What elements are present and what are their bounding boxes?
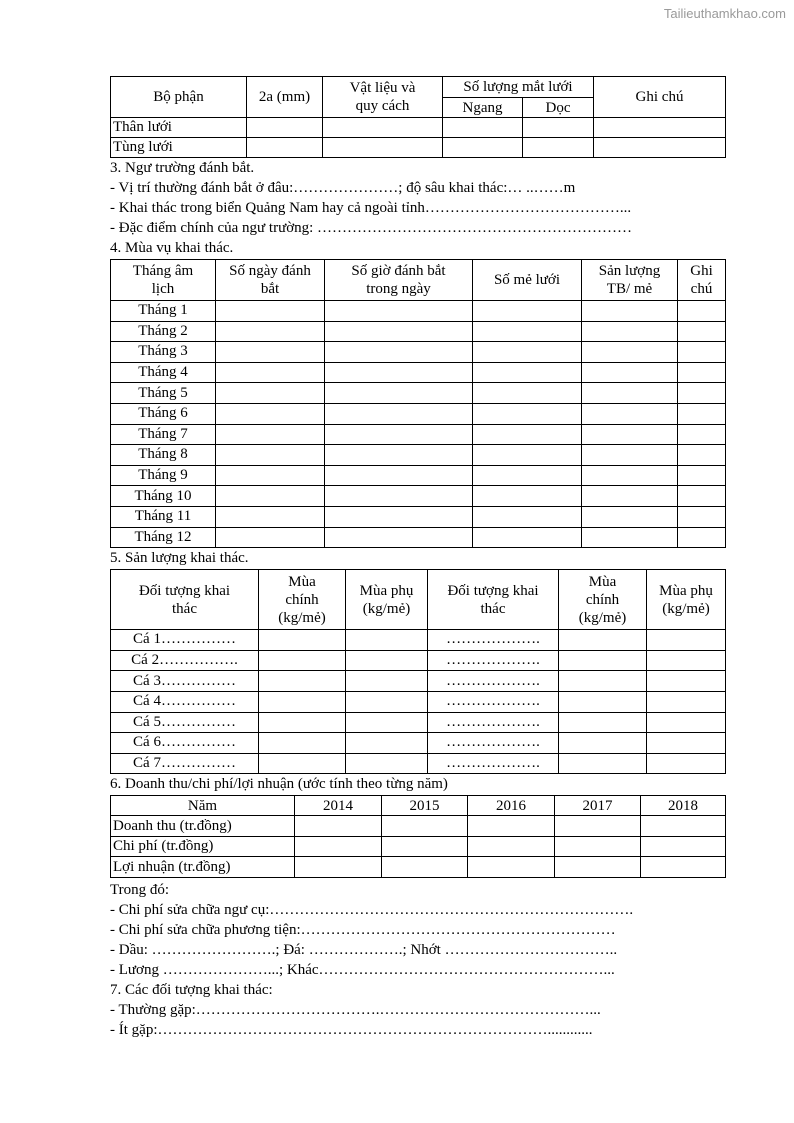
table-row [111,691,726,712]
table-row [111,445,726,466]
header-lunar-month-line2: lịch [151,281,175,297]
month-label: Tháng 12 [111,527,216,548]
input-cell[interactable] [647,733,726,754]
finance-table-body [111,816,726,878]
input-cell[interactable] [582,403,678,424]
details-title: Trong đó: [110,882,170,899]
input-cell[interactable] [323,138,443,158]
input-cell[interactable] [473,486,582,507]
input-cell[interactable] [555,816,641,837]
input-cell[interactable] [216,465,325,486]
input-cell[interactable] [259,691,346,712]
input-cell[interactable] [641,857,726,878]
input-cell[interactable] [325,301,473,322]
month-label: Tháng 9 [111,465,216,486]
input-cell[interactable] [647,753,726,774]
input-cell[interactable] [247,118,323,138]
input-cell[interactable] [468,857,555,878]
table-row [111,138,726,158]
finance-row-label: Doanh thu (tr.đồng) [111,816,295,837]
season-table [110,259,726,548]
header-sub-season-left-line2: (kg/mẻ) [362,600,411,617]
input-cell[interactable] [325,527,473,548]
table-row [111,816,726,837]
input-cell[interactable] [216,301,325,322]
input-cell[interactable] [678,465,726,486]
header-sub-season-right-line2: (kg/mẻ) [662,600,710,617]
input-cell[interactable] [443,138,523,158]
header-target-right [428,570,559,630]
header-main-season-right-line2: chính [585,591,620,608]
input-cell[interactable] [325,321,473,342]
section3-line-province: - Khai thác trong biển Quảng Nam hay cả ngoài tỉnh…………………………………... [110,200,632,216]
net-parts-table [110,76,726,158]
input-cell[interactable] [473,383,582,404]
header-lunar-month [111,260,216,301]
header-main-season-left-line1: Mùa [288,573,316,590]
month-label: Tháng 3 [111,342,216,363]
input-cell[interactable] [582,362,678,383]
input-cell[interactable] [382,857,468,878]
input-cell[interactable] [473,506,582,527]
input-cell[interactable] [216,362,325,383]
input-cell[interactable] [295,816,382,837]
input-cell[interactable] [346,733,428,754]
header-hauls: Số mẻ lưới [473,260,582,301]
input-cell[interactable] [216,527,325,548]
input-cell[interactable] [323,118,443,138]
input-cell[interactable] [582,342,678,363]
input-cell[interactable] [678,527,726,548]
input-cell[interactable] [325,506,473,527]
header-fishing-days-line2: bắt [260,281,280,297]
input-cell[interactable] [678,403,726,424]
input-cell[interactable] [641,836,726,857]
table-row [111,403,726,424]
input-cell[interactable] [259,712,346,733]
header-fishing-hours-line1: Số giờ đánh bắt [351,263,446,279]
table-row [111,486,726,507]
section3-title: 3. Ngư trường đánh bắt. [110,160,255,176]
input-cell[interactable] [647,691,726,712]
header-main-season-right-line1: Mùa [588,573,617,590]
input-cell[interactable] [216,506,325,527]
input-cell[interactable] [325,362,473,383]
table-row [111,857,726,878]
header-year-2018: 2018 [641,796,726,816]
header-fishing-days-line1: Số ngày đánh [229,263,311,279]
header-lunar-month-line1: Tháng âm [132,263,194,279]
input-cell[interactable] [559,691,647,712]
header-main-season-left [259,570,346,630]
input-cell[interactable] [559,630,647,651]
input-cell[interactable] [346,671,428,692]
input-cell[interactable] [346,630,428,651]
table-row [111,465,726,486]
input-cell[interactable] [594,118,726,138]
input-cell[interactable] [473,362,582,383]
input-cell[interactable] [678,424,726,445]
table-row [111,321,726,342]
fish-species-right[interactable]: ………………. [428,650,559,671]
input-cell[interactable] [473,445,582,466]
fish-species-right[interactable]: ………………. [428,753,559,774]
input-cell[interactable] [678,383,726,404]
fish-species-left[interactable]: Cá 4…………… [111,691,259,712]
header-avg-yield-line2: TB/ mẻ [606,281,653,297]
header-target-left [111,570,259,630]
input-cell[interactable] [259,733,346,754]
fish-species-right[interactable]: ………………. [428,630,559,651]
catch-table [110,569,726,774]
catch-table-body [111,630,726,774]
header-fishing-hours [325,260,473,301]
input-cell[interactable] [582,321,678,342]
header-material [323,77,443,118]
input-cell[interactable] [216,424,325,445]
input-cell[interactable] [325,403,473,424]
input-cell[interactable] [555,836,641,857]
input-cell[interactable] [678,486,726,507]
details-fuel-ice-oil: - Dầu: …………………….; Đá: ……………….; Nhớt …………………………….. [110,942,618,959]
input-cell[interactable] [473,527,582,548]
header-note [678,260,726,301]
section3-line-features: - Đặc điểm chính của ngư trường: ……………………………………………………… [110,220,633,236]
header-target-right-line1: Đối tượng khai [447,582,539,599]
input-cell[interactable] [473,424,582,445]
input-cell[interactable] [641,816,726,837]
header-note-line1: Ghi [690,263,713,279]
section3-line-location: - Vị trí thường đánh bắt ở đâu:…………………; độ sâu khai thác:… ..……m [110,180,576,196]
input-cell[interactable] [468,816,555,837]
table-row [111,301,726,322]
input-cell[interactable] [216,445,325,466]
header-target-left-line2: thác [172,600,197,617]
input-cell[interactable] [473,403,582,424]
input-cell[interactable] [325,424,473,445]
header-main-season-left-line2: chính [285,591,319,608]
input-cell[interactable] [582,486,678,507]
header-note: Ghi chú [594,77,726,118]
input-cell[interactable] [295,857,382,878]
input-cell[interactable] [582,465,678,486]
input-cell[interactable] [559,753,647,774]
header-mesh-count: Số lượng mắt lưới [443,77,594,98]
month-label: Tháng 10 [111,486,216,507]
input-cell[interactable] [678,342,726,363]
input-cell[interactable] [216,486,325,507]
section5-title: 5. Sản lượng khai thác. [110,550,249,567]
input-cell[interactable] [678,301,726,322]
input-cell[interactable] [523,138,594,158]
input-cell[interactable] [559,733,647,754]
header-avg-yield-line1: Sản lượng [598,263,661,279]
input-cell[interactable] [473,342,582,363]
input-cell[interactable] [582,527,678,548]
input-cell[interactable] [247,138,323,158]
input-cell[interactable] [325,445,473,466]
section7-common: - Thường gặp:……………………………….……………………………………... [110,1002,601,1019]
header-avg-yield [582,260,678,301]
fish-species-right[interactable]: ………………. [428,691,559,712]
header-fishing-days [216,260,325,301]
header-sub-season-left-line1: Mùa phụ [359,582,414,599]
table-row [111,424,726,445]
input-cell[interactable] [259,650,346,671]
row-label: Tùng lưới [111,138,247,158]
table-row [111,342,726,363]
fish-species-right[interactable]: ………………. [428,712,559,733]
input-cell[interactable] [325,486,473,507]
input-cell[interactable] [559,671,647,692]
header-sub-season-left [346,570,428,630]
table-row [111,650,726,671]
input-cell[interactable] [382,836,468,857]
input-cell[interactable] [647,630,726,651]
input-cell[interactable] [216,342,325,363]
input-cell[interactable] [473,321,582,342]
month-label: Tháng 2 [111,321,216,342]
table-row [111,712,726,733]
month-label: Tháng 8 [111,445,216,466]
table-row [111,527,726,548]
table-row [111,118,726,138]
input-cell[interactable] [647,671,726,692]
finance-header-row [111,796,726,816]
table-row [111,383,726,404]
input-cell[interactable] [346,650,428,671]
table-row [111,671,726,692]
month-label: Tháng 1 [111,301,216,322]
fish-species-left[interactable]: Cá 5…………… [111,712,259,733]
header-target-right-line2: thác [480,600,506,617]
input-cell[interactable] [594,138,726,158]
input-cell[interactable] [216,383,325,404]
header-main-season-right [559,570,647,630]
fish-species-right[interactable]: ………………. [428,733,559,754]
input-cell[interactable] [325,342,473,363]
table-row [111,362,726,383]
header-horizontal: Ngang [443,98,523,118]
table-row [111,836,726,857]
month-label: Tháng 5 [111,383,216,404]
header-material-line1: Vật liệu và [349,80,416,96]
input-cell[interactable] [346,691,428,712]
details-wages-other: - Lương …………………...; Khác…………………………………………………... [110,962,615,979]
input-cell[interactable] [473,301,582,322]
header-vertical: Dọc [523,98,594,118]
input-cell[interactable] [295,836,382,857]
input-cell[interactable] [582,301,678,322]
header-main-season-right-line3: (kg/mẻ) [578,609,627,626]
input-cell[interactable] [259,753,346,774]
input-cell[interactable] [216,321,325,342]
header-fishing-hours-line2: trong ngày [366,281,431,297]
input-cell[interactable] [325,465,473,486]
input-cell[interactable] [346,712,428,733]
input-cell[interactable] [582,445,678,466]
table-row [111,753,726,774]
header-material-line2: quy cách [355,98,410,114]
form-content [110,76,726,1040]
input-cell[interactable] [382,816,468,837]
fish-species-left[interactable]: Cá 1…………… [111,630,259,651]
month-label: Tháng 7 [111,424,216,445]
header-sub-season-right [647,570,726,630]
finance-row-label: Lợi nhuận (tr.đồng) [111,857,295,878]
fish-species-left[interactable]: Cá 7…………… [111,753,259,774]
details-gear-repair: - Chi phí sửa chữa ngư cụ:………………………………………………………………. [110,902,634,919]
input-cell[interactable] [559,650,647,671]
header-year-2015: 2015 [382,796,468,816]
table-row [111,506,726,527]
input-cell[interactable] [473,465,582,486]
input-cell[interactable] [678,321,726,342]
fish-species-left[interactable]: Cá 3…………… [111,671,259,692]
header-year-2016: 2016 [468,796,555,816]
month-label: Tháng 4 [111,362,216,383]
input-cell[interactable] [468,836,555,857]
input-cell[interactable] [325,383,473,404]
finance-table [110,795,726,878]
header-year: Năm [111,796,295,816]
section7-title: 7. Các đối tượng khai thác: [110,982,273,999]
table-row [111,733,726,754]
input-cell[interactable] [259,630,346,651]
section4-title: 4. Mùa vụ khai thác. [110,240,234,256]
input-cell[interactable] [647,650,726,671]
month-label: Tháng 11 [111,506,216,527]
input-cell[interactable] [647,712,726,733]
header-sub-season-right-line1: Mùa phụ [659,582,713,599]
input-cell[interactable] [582,424,678,445]
watermark: Tailieuthamkhao.com [663,6,786,21]
input-cell[interactable] [555,857,641,878]
header-year-2017: 2017 [555,796,641,816]
input-cell[interactable] [443,118,523,138]
input-cell[interactable] [523,118,594,138]
header-year-2014: 2014 [295,796,382,816]
table-row [111,630,726,651]
month-label: Tháng 6 [111,403,216,424]
input-cell[interactable] [678,362,726,383]
fish-species-left[interactable]: Cá 6…………… [111,733,259,754]
season-table-body [111,301,726,548]
input-cell[interactable] [559,712,647,733]
fish-species-left[interactable]: Cá 2……………. [111,650,259,671]
input-cell[interactable] [678,445,726,466]
input-cell[interactable] [582,506,678,527]
details-vessel-repair: - Chi phí sửa chữa phương tiện:……………………………………………………… [110,922,616,939]
header-part: Bộ phận [111,77,247,118]
input-cell[interactable] [582,383,678,404]
input-cell[interactable] [678,506,726,527]
row-label: Thân lưới [111,118,247,138]
input-cell[interactable] [259,671,346,692]
header-main-season-left-line3: (kg/mẻ) [278,609,326,626]
input-cell[interactable] [216,403,325,424]
header-target-left-line1: Đối tượng khai [138,582,231,599]
finance-row-label: Chi phí (tr.đồng) [111,836,295,857]
header-note-line2: chú [690,281,713,297]
section7-rare: - Ít gặp:……………………………………………………………………............ [110,1022,593,1039]
header-2a: 2a (mm) [247,77,323,118]
section6-title: 6. Doanh thu/chi phí/lợi nhuận (ước tính theo từng năm) [110,776,448,793]
input-cell[interactable] [346,753,428,774]
fish-species-right[interactable]: ………………. [428,671,559,692]
